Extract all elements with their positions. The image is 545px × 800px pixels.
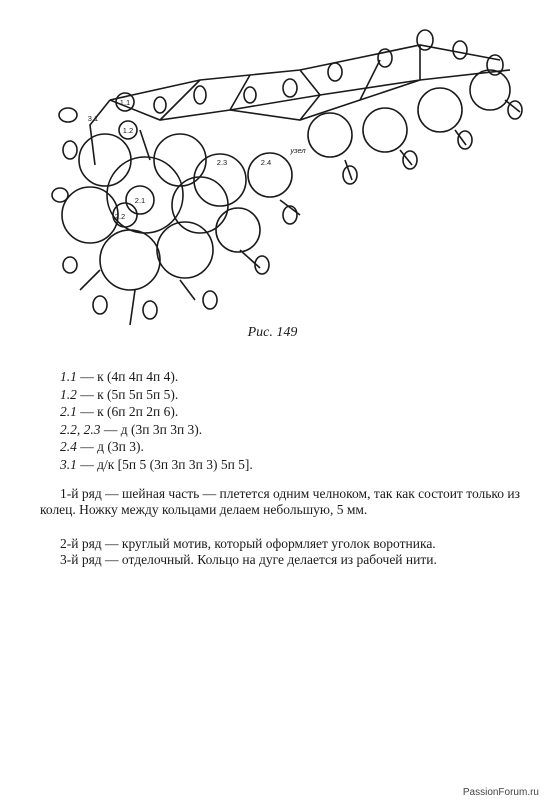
legend-list	[60, 368, 253, 474]
legend-text: — д (3п 3).	[76, 439, 144, 455]
paragraph-row-1: 1-й ряд — шейная часть — плетется одним челноком, так как состоит только из колец. Ножку между кольцами делаем небольшую, 5 мм.	[40, 486, 520, 517]
legend-item	[60, 438, 253, 456]
label-2-2: 2.2	[114, 212, 126, 221]
label-3-1: 3.1	[87, 114, 99, 123]
legend-item	[60, 421, 253, 439]
legend-code: 2.1	[60, 404, 77, 420]
legend-text: — к (5п 5п 5п 5).	[76, 386, 179, 402]
legend-item	[60, 386, 253, 404]
legend-code: 3.1	[60, 456, 77, 472]
tatting-diagram	[0, 0, 545, 330]
paragraph-row-2: 2-й ряд — круглый мотив, который оформляет уголок воротника.	[60, 536, 436, 551]
label-1-2: 1.2	[122, 126, 134, 135]
label-2-1: 2.1	[134, 196, 146, 205]
legend-text: — д (3п 3п 3п 3).	[100, 421, 203, 437]
legend-text: — к (4п 4п 4п 4).	[76, 369, 179, 384]
label-2-4: 2.4	[260, 158, 272, 167]
figure-caption: Рис. 149	[247, 325, 298, 340]
label-knot: узел	[290, 146, 306, 155]
legend-item	[60, 456, 253, 474]
legend-item	[60, 368, 253, 386]
legend-code: 1.2	[60, 386, 77, 402]
legend-item	[60, 403, 253, 421]
legend-code: 1.1	[60, 369, 77, 384]
label-2-3: 2.3	[216, 158, 228, 167]
legend-code: 2.2, 2.3	[60, 421, 101, 437]
label-1-1: 1.1	[119, 98, 131, 107]
paragraph-row-3: 3-й ряд — отделочный. Кольцо на дуге делается из рабочей нити.	[60, 552, 437, 567]
legend-text: — д/к [5п 5 (3п 3п 3п 3) 5п 5].	[76, 456, 253, 472]
watermark: PassionForum.ru	[462, 787, 539, 798]
legend-text: — к (6п 2п 2п 6).	[76, 404, 179, 420]
legend-code: 2.4	[60, 439, 77, 455]
